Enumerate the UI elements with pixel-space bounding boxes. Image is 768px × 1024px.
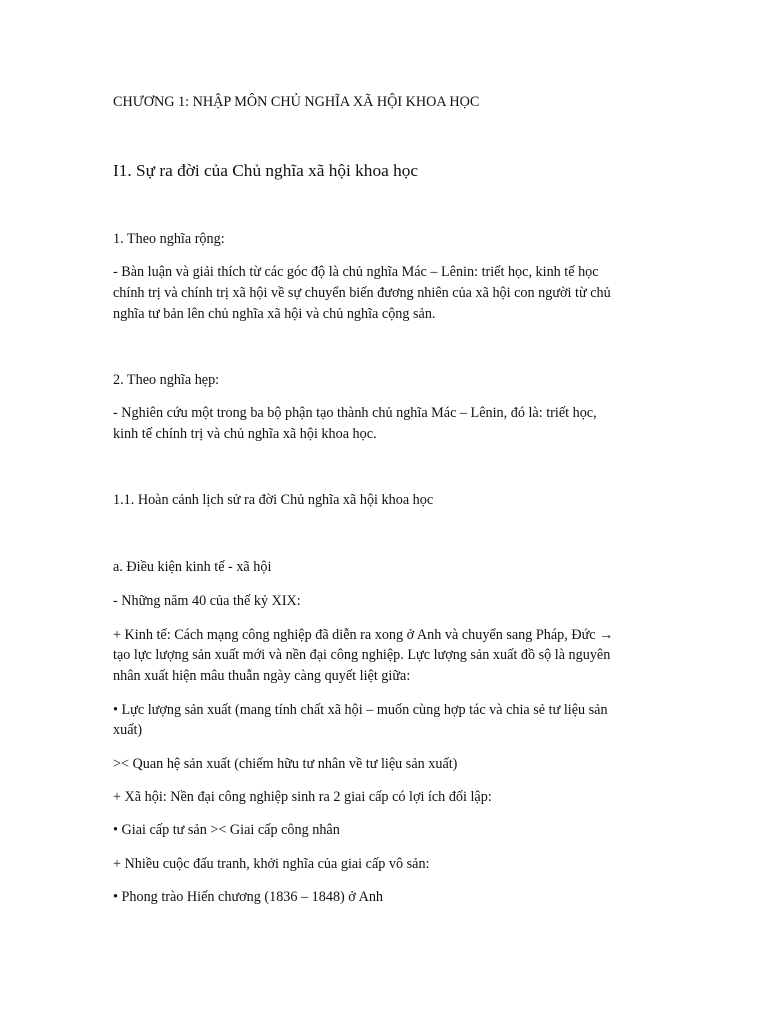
economy-line-3: nhân xuất hiện mâu thuẫn ngày càng quyết liệt giữa: [113, 668, 411, 684]
paragraph-2-heading: 2. Theo nghĩa hẹp: [113, 372, 220, 388]
paragraph-2-line-1: - Nghiên cứu một trong ba bộ phận tạo thành chủ nghĩa Mác – Lênin, đó là: triết học, [113, 405, 597, 421]
chartism-bullet: • Phong trào Hiến chương (1836 – 1848) ở Anh [113, 889, 384, 905]
paragraph-1-line-1: - Bàn luận và giải thích từ các góc độ là chủ nghĩa Mác – Lênin: triết học, kinh tế học [113, 264, 599, 280]
productive-force-line-2: xuất) [113, 722, 143, 738]
economy-line-1: + Kinh tế: Cách mạng công nghiệp đã diễn ra xong ở Anh và chuyển sang Pháp, Đức → [113, 627, 614, 643]
struggles-paragraph: + Nhiều cuộc đấu tranh, khởi nghĩa của giai cấp vô sản: [113, 856, 430, 872]
subsection-heading: 1.1. Hoàn cảnh lịch sử ra đời Chủ nghĩa xã hội khoa học [113, 492, 434, 508]
productive-force-line-1: • Lực lượng sản xuất (mang tính chất xã hội – muốn cùng hợp tác và chia sẻ tư liệu sản [113, 702, 608, 718]
society-paragraph: + Xã hội: Nền đại công nghiệp sinh ra 2 giai cấp có lợi ích đối lập: [113, 789, 492, 805]
production-relation: >< Quan hệ sản xuất (chiếm hữu tư nhân về tư liệu sản xuất) [113, 756, 458, 772]
chapter-title: CHƯƠNG 1: NHẬP MÔN CHỦ NGHĨA XÃ HỘI KHOA HỌC [113, 94, 480, 110]
paragraph-1-heading: 1. Theo nghĩa rộng: [113, 231, 225, 247]
section-heading: I1. Sự ra đời của Chủ nghĩa xã hội khoa học [113, 161, 419, 180]
condition-heading: a. Điều kiện kinh tế - xã hội [113, 559, 272, 575]
paragraph-2-line-2: kinh tế chính trị và chủ nghĩa xã hội khoa học. [113, 426, 377, 442]
paragraph-1-line-3: nghĩa tư bản lên chủ nghĩa xã hội và chủ nghĩa cộng sản. [113, 306, 436, 322]
economy-line-2: tạo lực lượng sản xuất mới và nền đại công nghiệp. Lực lượng sản xuất đồ sộ là nguyên [113, 647, 611, 663]
era-paragraph: - Những năm 40 của thế kỷ XIX: [113, 593, 301, 609]
paragraph-1-line-2: chính trị và chính trị xã hội về sự chuyển biến đương nhiên của xã hội con người từ chủ [113, 285, 611, 301]
classes-bullet: • Giai cấp tư sản >< Giai cấp công nhân [113, 822, 340, 838]
